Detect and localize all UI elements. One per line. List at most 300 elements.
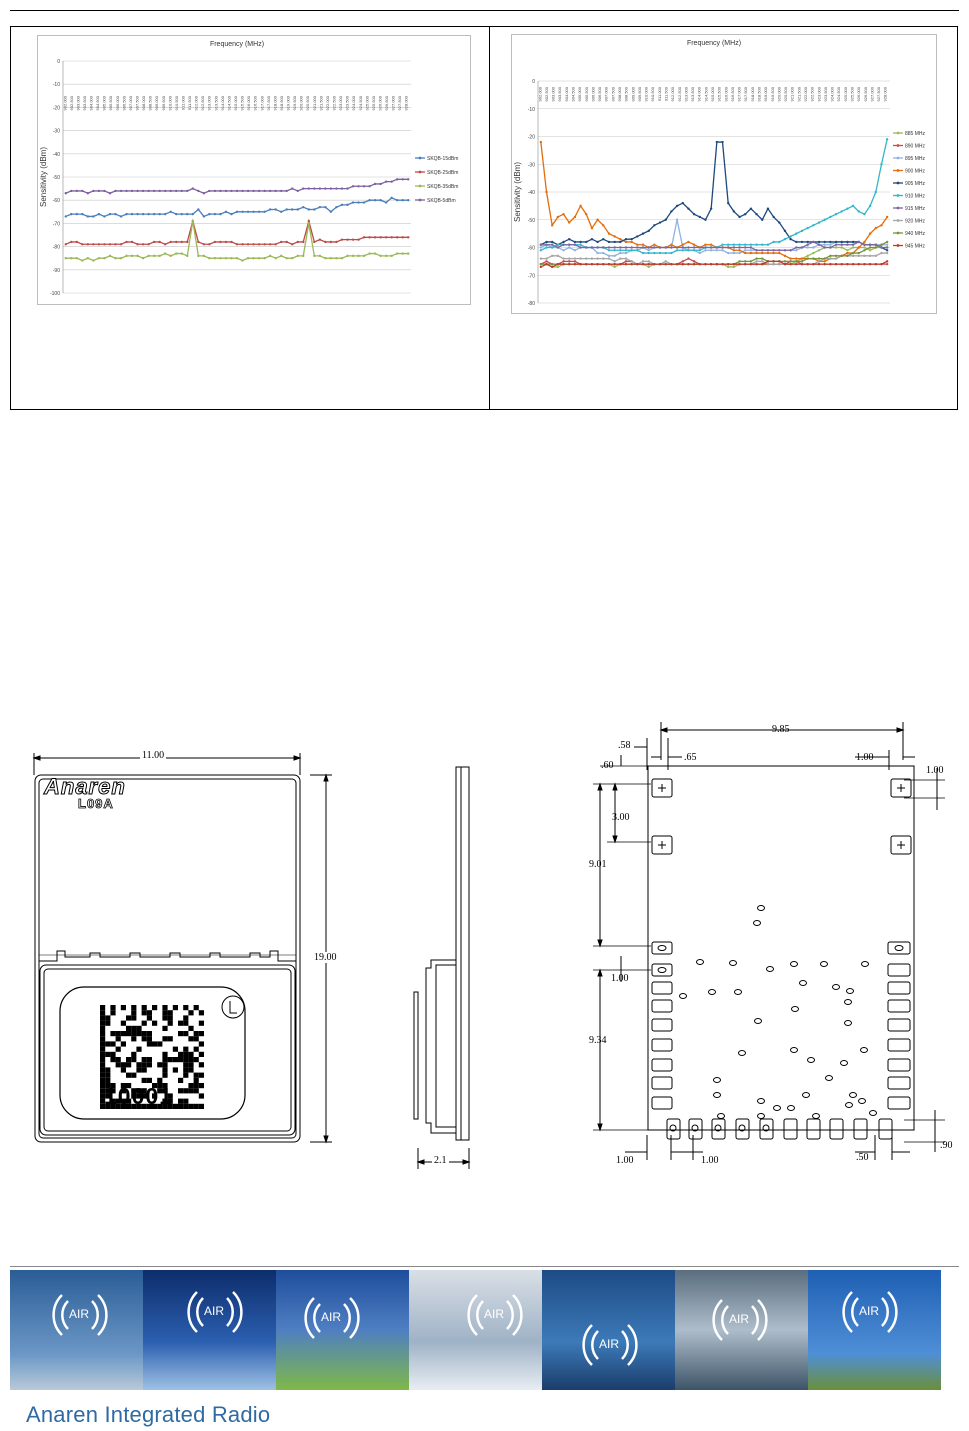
data-point bbox=[795, 263, 797, 265]
data-point bbox=[252, 257, 254, 259]
signal-pad bbox=[652, 1059, 672, 1071]
datamatrix-cell bbox=[199, 1031, 204, 1036]
data-point bbox=[767, 249, 769, 251]
legend-label: SKQB-15dBm bbox=[427, 156, 459, 162]
data-point bbox=[801, 230, 803, 232]
datamatrix-cell bbox=[131, 1031, 136, 1036]
data-point bbox=[158, 213, 160, 215]
data-point bbox=[676, 263, 678, 265]
data-point bbox=[579, 263, 581, 265]
data-point bbox=[750, 207, 752, 209]
data-point bbox=[551, 263, 553, 265]
datamatrix-cell bbox=[183, 1021, 188, 1026]
data-point bbox=[738, 244, 740, 246]
series-line bbox=[66, 198, 408, 217]
data-point bbox=[733, 263, 735, 265]
datamatrix-cell bbox=[142, 1031, 147, 1036]
datamatrix-cell bbox=[157, 1041, 162, 1046]
data-point bbox=[596, 219, 598, 221]
data-point bbox=[733, 246, 735, 248]
datamatrix-cell bbox=[173, 1047, 178, 1052]
y-tick-label: -100 bbox=[49, 291, 60, 297]
datamatrix-cell bbox=[136, 1047, 141, 1052]
legend-marker bbox=[897, 144, 900, 147]
data-point bbox=[120, 257, 122, 259]
data-point bbox=[818, 241, 820, 243]
data-point bbox=[247, 257, 249, 259]
datamatrix-cell bbox=[188, 1067, 193, 1072]
data-point bbox=[648, 249, 650, 251]
data-point bbox=[835, 246, 837, 248]
data-point bbox=[368, 252, 370, 254]
data-point bbox=[812, 252, 814, 254]
data-point bbox=[727, 244, 729, 246]
series-line bbox=[66, 221, 408, 244]
data-point bbox=[230, 213, 232, 215]
data-point bbox=[313, 187, 315, 189]
legend-label: 940 MHz bbox=[905, 231, 926, 237]
data-point bbox=[761, 257, 763, 259]
data-point bbox=[208, 213, 210, 215]
data-point bbox=[153, 255, 155, 257]
data-point bbox=[693, 263, 695, 265]
data-point bbox=[136, 213, 138, 215]
datamatrix-cell bbox=[199, 1083, 204, 1088]
data-point bbox=[407, 236, 409, 238]
signal-pad bbox=[888, 964, 910, 976]
x-tick-label: 927.000 bbox=[390, 96, 396, 111]
y-tick-label: -60 bbox=[52, 198, 60, 205]
data-point bbox=[87, 192, 89, 194]
data-point bbox=[120, 215, 122, 217]
anaren-logo: Anaren bbox=[44, 774, 126, 799]
signal-pad bbox=[784, 1119, 797, 1139]
data-point bbox=[630, 249, 632, 251]
data-point bbox=[545, 244, 547, 246]
data-point bbox=[625, 257, 627, 259]
data-point bbox=[625, 263, 627, 265]
data-point bbox=[642, 260, 644, 262]
data-point bbox=[733, 244, 735, 246]
datamatrix-cell bbox=[194, 1078, 199, 1083]
data-point bbox=[869, 249, 871, 251]
via bbox=[714, 1093, 721, 1098]
data-point bbox=[789, 260, 791, 262]
dim-058: .58 bbox=[618, 740, 631, 751]
datamatrix-cell bbox=[188, 1052, 193, 1057]
datamatrix-cell bbox=[168, 1036, 173, 1041]
x-tick-label: 925.500 bbox=[849, 87, 855, 102]
data-point bbox=[557, 216, 559, 218]
datamatrix-cell bbox=[136, 1062, 141, 1067]
data-point bbox=[540, 266, 542, 268]
x-tick-label: 923.000 bbox=[338, 96, 344, 111]
x-tick-label: 912.500 bbox=[200, 96, 206, 111]
data-point bbox=[659, 246, 661, 248]
data-point bbox=[203, 215, 205, 217]
x-tick-label: 903.500 bbox=[81, 96, 87, 111]
data-point bbox=[374, 199, 376, 201]
series-line bbox=[541, 142, 887, 261]
x-tick-label: 925.500 bbox=[370, 96, 376, 111]
data-point bbox=[653, 244, 655, 246]
data-point bbox=[886, 252, 888, 254]
data-point bbox=[192, 220, 194, 222]
x-tick-label: 921.000 bbox=[311, 96, 317, 111]
via bbox=[833, 985, 840, 990]
data-point bbox=[585, 263, 587, 265]
data-point bbox=[308, 187, 310, 189]
data-point bbox=[613, 241, 615, 243]
datamatrix-cell bbox=[142, 1067, 147, 1072]
x-tick-label: 918.000 bbox=[749, 87, 755, 102]
data-point bbox=[175, 213, 177, 215]
datamatrix-cell bbox=[116, 1057, 121, 1062]
air-badge: AIR bbox=[321, 1310, 342, 1324]
data-point bbox=[562, 213, 564, 215]
x-tick-label: 904.000 bbox=[563, 87, 569, 102]
datamatrix-cell bbox=[131, 1005, 136, 1010]
signal-pad bbox=[667, 1119, 680, 1139]
data-point bbox=[291, 208, 293, 210]
data-point bbox=[562, 241, 564, 243]
data-point bbox=[801, 263, 803, 265]
data-point bbox=[750, 263, 752, 265]
y-tick-label: -20 bbox=[52, 105, 60, 112]
data-point bbox=[852, 246, 854, 248]
datamatrix-cell bbox=[178, 1099, 183, 1104]
x-tick-label: 902.000 bbox=[62, 96, 68, 111]
data-point bbox=[407, 178, 409, 180]
data-point bbox=[214, 213, 216, 215]
data-point bbox=[880, 252, 882, 254]
data-point bbox=[721, 244, 723, 246]
chart-title: Frequency (MHz) bbox=[686, 40, 742, 47]
x-tick-label: 909.500 bbox=[160, 96, 166, 111]
data-point bbox=[806, 227, 808, 229]
data-point bbox=[574, 216, 576, 218]
signal-pad bbox=[736, 1119, 749, 1139]
data-point bbox=[875, 244, 877, 246]
y-tick-label: -10 bbox=[527, 106, 535, 113]
x-tick-label: 902.500 bbox=[68, 96, 74, 111]
data-point bbox=[858, 241, 860, 243]
data-point bbox=[806, 263, 808, 265]
y-tick-label: -40 bbox=[52, 151, 60, 158]
datamatrix-cell bbox=[147, 1057, 152, 1062]
data-point bbox=[286, 208, 288, 210]
data-point bbox=[659, 263, 661, 265]
data-point bbox=[738, 216, 740, 218]
data-point bbox=[602, 246, 604, 248]
x-tick-label: 908.500 bbox=[147, 96, 153, 111]
signal-pad bbox=[652, 1077, 672, 1089]
data-point bbox=[241, 243, 243, 245]
datamatrix-cell bbox=[173, 1067, 178, 1072]
dim-width: 11.00 bbox=[142, 750, 165, 761]
data-point bbox=[574, 263, 576, 265]
data-point bbox=[258, 190, 260, 192]
brand-footer: Anaren Integrated Radio bbox=[26, 1402, 271, 1427]
data-point bbox=[880, 263, 882, 265]
datamatrix-cell bbox=[162, 1026, 167, 1031]
series-line bbox=[541, 220, 887, 256]
data-point bbox=[682, 244, 684, 246]
data-point bbox=[755, 249, 757, 251]
data-point bbox=[291, 243, 293, 245]
data-point bbox=[750, 260, 752, 262]
legend-label: 895 MHz bbox=[905, 156, 926, 162]
data-point bbox=[252, 211, 254, 213]
data-point bbox=[252, 243, 254, 245]
x-tick-label: 910.000 bbox=[167, 96, 173, 111]
data-point bbox=[136, 190, 138, 192]
dim-height: 19.00 bbox=[314, 952, 337, 963]
data-point bbox=[236, 257, 238, 259]
x-tick-label: 922.000 bbox=[802, 87, 808, 102]
data-point bbox=[186, 241, 188, 243]
data-point bbox=[225, 257, 227, 259]
datamatrix-cell bbox=[194, 1073, 199, 1078]
data-point bbox=[829, 216, 831, 218]
data-point bbox=[92, 215, 94, 217]
data-point bbox=[568, 257, 570, 259]
data-point bbox=[258, 257, 260, 259]
x-tick-label: 904.500 bbox=[95, 96, 101, 111]
datamatrix-cell bbox=[100, 1062, 105, 1067]
y-tick-label: -30 bbox=[52, 128, 60, 135]
data-point bbox=[716, 246, 718, 248]
data-point bbox=[324, 187, 326, 189]
datamatrix-cell bbox=[126, 1031, 131, 1036]
data-point bbox=[829, 257, 831, 259]
datamatrix-cell bbox=[199, 1062, 204, 1067]
datamatrix-cell bbox=[162, 1015, 167, 1020]
datamatrix-cell bbox=[178, 1021, 183, 1026]
data-point bbox=[269, 190, 271, 192]
data-point bbox=[374, 236, 376, 238]
data-point bbox=[379, 236, 381, 238]
data-point bbox=[829, 244, 831, 246]
x-tick-label: 907.500 bbox=[134, 96, 140, 111]
data-point bbox=[863, 244, 865, 246]
data-point bbox=[636, 249, 638, 251]
data-point bbox=[852, 244, 854, 246]
x-tick-label: 927.000 bbox=[869, 87, 875, 102]
data-point bbox=[642, 246, 644, 248]
chart-title: Frequency (MHz) bbox=[209, 41, 265, 48]
data-point bbox=[858, 252, 860, 254]
datamatrix-cell bbox=[162, 1052, 167, 1057]
x-tick-label: 916.000 bbox=[723, 87, 729, 102]
data-point bbox=[247, 211, 249, 213]
sensitivity-chart-channels bbox=[511, 34, 937, 314]
data-point bbox=[562, 260, 564, 262]
x-tick-label: 906.000 bbox=[114, 96, 120, 111]
dim-top-right-100: 1.00 bbox=[856, 752, 874, 763]
data-point bbox=[120, 243, 122, 245]
datamatrix-cell bbox=[194, 1005, 199, 1010]
datamatrix-cell bbox=[199, 1041, 204, 1046]
data-point bbox=[596, 263, 598, 265]
signal-pad bbox=[689, 1119, 702, 1139]
data-point bbox=[699, 216, 701, 218]
y-tick-label: -80 bbox=[527, 301, 535, 307]
data-point bbox=[755, 244, 757, 246]
data-point bbox=[648, 260, 650, 262]
data-point bbox=[630, 246, 632, 248]
datamatrix-cell bbox=[121, 1021, 126, 1026]
data-point bbox=[186, 255, 188, 257]
y-tick-label: 0 bbox=[57, 59, 60, 65]
data-point bbox=[330, 241, 332, 243]
x-tick-label: 906.500 bbox=[597, 87, 603, 102]
datamatrix-cell bbox=[136, 1026, 141, 1031]
data-point bbox=[608, 257, 610, 259]
data-point bbox=[263, 257, 265, 259]
via bbox=[791, 1048, 798, 1053]
data-point bbox=[280, 190, 282, 192]
data-point bbox=[806, 255, 808, 257]
x-tick-label: 923.500 bbox=[344, 96, 350, 111]
data-point bbox=[710, 263, 712, 265]
data-point bbox=[197, 208, 199, 210]
data-point bbox=[625, 252, 627, 254]
model-label: L09A bbox=[78, 796, 114, 811]
x-tick-label: 920.500 bbox=[783, 87, 789, 102]
x-tick-label: 927.500 bbox=[397, 96, 403, 111]
data-point bbox=[772, 260, 774, 262]
data-point bbox=[846, 207, 848, 209]
signal-pad bbox=[652, 1039, 672, 1051]
data-point bbox=[818, 263, 820, 265]
data-point bbox=[241, 259, 243, 261]
data-point bbox=[699, 249, 701, 251]
data-point bbox=[65, 243, 67, 245]
data-point bbox=[801, 246, 803, 248]
data-point bbox=[203, 255, 205, 257]
datamatrix-cell bbox=[178, 1104, 183, 1109]
data-point bbox=[385, 180, 387, 182]
datamatrix-cell bbox=[188, 1083, 193, 1088]
data-point bbox=[363, 185, 365, 187]
data-point bbox=[551, 255, 553, 257]
data-point bbox=[363, 236, 365, 238]
via bbox=[792, 1007, 799, 1012]
via bbox=[841, 1061, 848, 1066]
x-tick-label: 922.000 bbox=[324, 96, 330, 111]
data-point bbox=[699, 252, 701, 254]
x-tick-label: 908.000 bbox=[141, 96, 147, 111]
data-point bbox=[540, 246, 542, 248]
data-point bbox=[795, 249, 797, 251]
data-point bbox=[630, 241, 632, 243]
datamatrix-cell bbox=[100, 1073, 105, 1078]
x-tick-label: 915.500 bbox=[239, 96, 245, 111]
data-point bbox=[863, 246, 865, 248]
data-point bbox=[824, 219, 826, 221]
x-tick-label: 903.000 bbox=[550, 87, 556, 102]
via bbox=[808, 1058, 815, 1063]
data-point bbox=[236, 243, 238, 245]
legend-label: 915 MHz bbox=[905, 206, 926, 212]
signal-pad bbox=[807, 1119, 820, 1139]
legend-marker bbox=[897, 157, 900, 160]
data-point bbox=[801, 260, 803, 262]
datamatrix-cell bbox=[131, 1052, 136, 1057]
data-point bbox=[379, 199, 381, 201]
data-point bbox=[835, 263, 837, 265]
data-point bbox=[346, 187, 348, 189]
data-point bbox=[835, 257, 837, 259]
data-point bbox=[687, 207, 689, 209]
datamatrix-cell bbox=[142, 1036, 147, 1041]
data-point bbox=[297, 241, 299, 243]
data-point bbox=[863, 241, 865, 243]
via bbox=[813, 1114, 820, 1119]
dim-bottom-mid-100: 1.00 bbox=[701, 1155, 719, 1166]
via bbox=[658, 946, 666, 951]
air-badge: AIR bbox=[859, 1304, 880, 1318]
data-point bbox=[313, 255, 315, 257]
x-tick-label: 905.000 bbox=[101, 96, 107, 111]
x-tick-label: 914.000 bbox=[696, 87, 702, 102]
x-tick-label: 927.500 bbox=[876, 87, 882, 102]
data-point bbox=[778, 241, 780, 243]
data-point bbox=[653, 224, 655, 226]
data-point bbox=[704, 244, 706, 246]
data-point bbox=[608, 249, 610, 251]
data-point bbox=[269, 243, 271, 245]
data-point bbox=[841, 246, 843, 248]
data-point bbox=[608, 232, 610, 234]
data-point bbox=[835, 213, 837, 215]
data-point bbox=[727, 202, 729, 204]
data-point bbox=[197, 255, 199, 257]
data-point bbox=[540, 263, 542, 265]
data-point bbox=[142, 213, 144, 215]
data-point bbox=[346, 238, 348, 240]
data-point bbox=[252, 190, 254, 192]
data-point bbox=[214, 241, 216, 243]
data-point bbox=[324, 257, 326, 259]
data-point bbox=[368, 236, 370, 238]
data-point bbox=[619, 263, 621, 265]
data-point bbox=[602, 238, 604, 240]
data-point bbox=[335, 241, 337, 243]
y-tick-label: -80 bbox=[52, 244, 60, 251]
legend-marker bbox=[897, 232, 900, 235]
data-point bbox=[789, 257, 791, 259]
data-point bbox=[109, 213, 111, 215]
data-point bbox=[297, 208, 299, 210]
datamatrix-cell bbox=[105, 1015, 110, 1020]
data-point bbox=[784, 230, 786, 232]
x-tick-label: 909.000 bbox=[630, 87, 636, 102]
data-point bbox=[704, 219, 706, 221]
data-point bbox=[767, 260, 769, 262]
data-point bbox=[164, 252, 166, 254]
data-point bbox=[158, 190, 160, 192]
data-point bbox=[596, 246, 598, 248]
data-point bbox=[324, 241, 326, 243]
datamatrix-cell bbox=[183, 1062, 188, 1067]
x-tick-label: 905.000 bbox=[577, 87, 583, 102]
data-point bbox=[693, 213, 695, 215]
data-point bbox=[608, 255, 610, 257]
datamatrix-cell bbox=[183, 1005, 188, 1010]
data-point bbox=[335, 187, 337, 189]
